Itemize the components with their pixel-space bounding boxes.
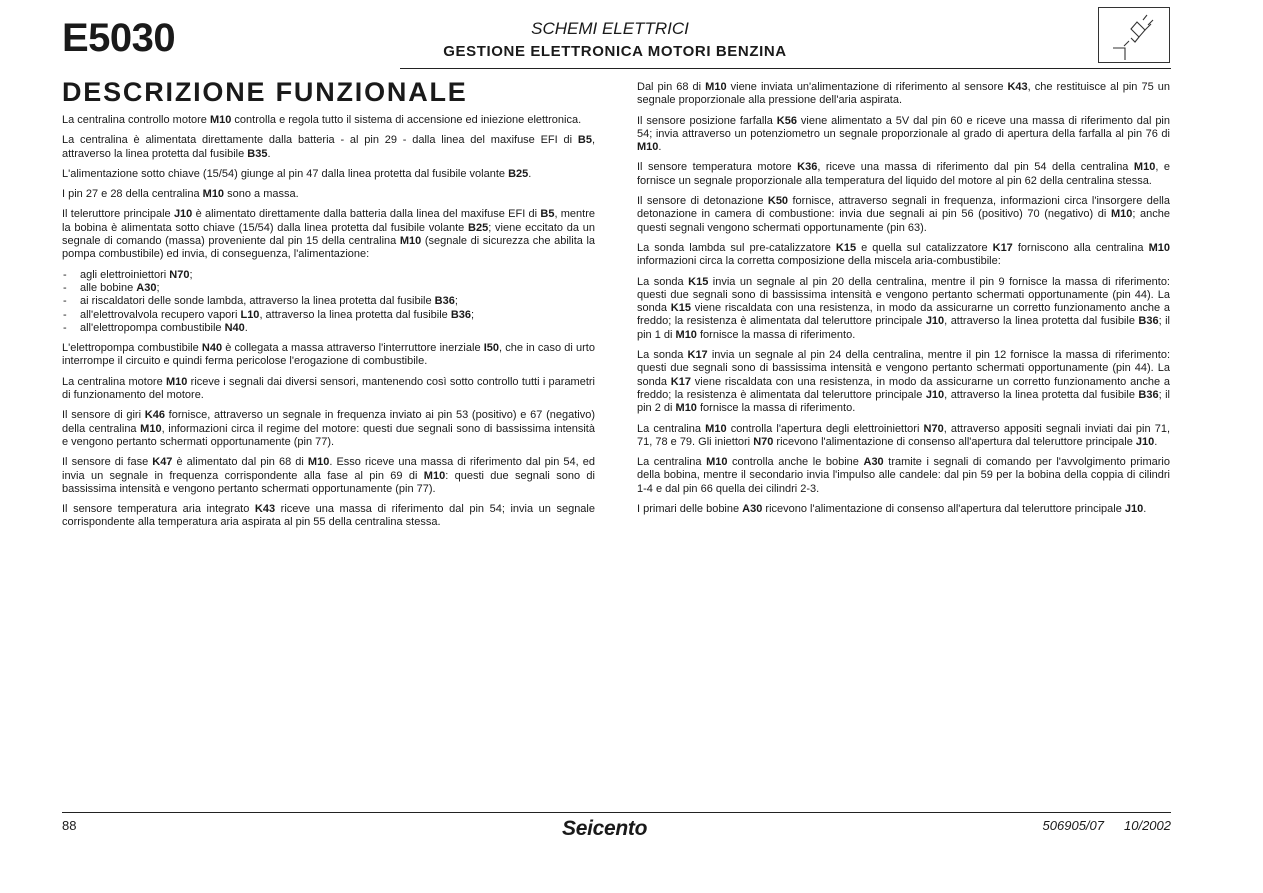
text-run: . (1143, 503, 1147, 516)
component-ref: M10 (705, 81, 727, 93)
text-run: invia un segnale al pin 24 della centralina, mentre il pin 12 fornisce la massa di riferimento: questi due segnali sono di bassissima intensità e vengono pertanto schermati opportunamente (pin 44). La sonda (637, 349, 1171, 388)
page-number: 88 (62, 818, 77, 833)
component-ref: M10 (166, 375, 188, 388)
right-text-column (637, 81, 1170, 523)
component-ref: M10 (706, 456, 728, 469)
text-run: Dal pin 68 di (637, 81, 706, 93)
component-ref: A30 (742, 503, 763, 516)
text-run: La centralina (637, 422, 706, 435)
text-run: , e fornisce un segnale proporzionale alla temperatura del liquido del motore al pin 62 della centralina stessa. (637, 161, 1170, 187)
text-run: ; viene eccitato da un segnale di comando (massa) proveniente dal pin 15 della centralina (62, 221, 595, 248)
list-item (62, 322, 595, 335)
text-run: informazioni circa la corretta composizione della miscela aria-combustibile: (637, 255, 1001, 268)
text-run: fornisce, attraverso segnali in frequenza, informazioni circa l'insorgere della detonazione in camera di combustione: invia due segnali ai pin 56 (positivo) 70 (negativo) di (637, 195, 1170, 221)
text-run: invia un segnale al pin 20 della centralina, mentre il pin 9 fornisce la massa di riferimento: questi due segnali sono di bassissima intensità e vengono pertanto schermati opportunamente (pin 44). La sonda (637, 275, 1170, 315)
document-reference (1000, 819, 1171, 832)
text-run: , attraverso la linea protetta dal fusibile (944, 315, 1139, 328)
component-ref: N40 (224, 321, 245, 334)
text-run: La centralina controllo motore (62, 114, 210, 126)
paragraph (62, 114, 595, 127)
text-run: (segnale di sicurezza che abilita la pompa combustibile) ed invia, di conseguenza, l'alimentazione: (62, 235, 596, 261)
text-run: fornisce la massa di riferimento. (696, 402, 856, 415)
paragraph (62, 134, 595, 161)
text-run: La sonda lambda sul pre-catalizzatore (637, 241, 836, 254)
list-item (62, 309, 595, 322)
paragraph (637, 195, 1170, 235)
text-run: viene inviata un'alimentazione di riferimento al sensore (726, 81, 1008, 93)
document-code: E5030 (62, 16, 176, 60)
header-rule (400, 68, 1171, 69)
text-run: ; il pin 1 di (637, 315, 1170, 341)
text-run: ; anche questi segnali vengono schermati opportunamente (pin 63). (637, 208, 1170, 234)
text-run: L'alimentazione sotto chiave (15/54) giunge al pin 47 dalla linea protetta dal fusibile volante (62, 167, 509, 180)
text-run: Il sensore temperatura aria integrato (62, 503, 255, 516)
component-ref: K43 (254, 503, 276, 516)
component-ref: M10 (209, 114, 232, 126)
text-run: è alimentato direttamente dalla batteria dalla linea del maxifuse EFI di (192, 208, 541, 221)
paragraph (62, 503, 595, 530)
electrical-plug-icon (1099, 8, 1169, 62)
header-title: SCHEMI ELETTRICI (531, 19, 689, 38)
component-ref: N70 (169, 268, 190, 281)
text-run: e quella sul catalizzatore (856, 241, 993, 254)
text-run: , che in caso di urto interrompe il circuito e quindi ferma pericolose l'erogazione di combustibile. (62, 342, 595, 368)
text-run: . (658, 141, 662, 154)
component-ref: B5 (540, 208, 555, 221)
text-run: . Esso riceve una massa di riferimento dal pin 54, ed invia un segnale in frequenza corrispondente alla fase al pin 69 di (62, 456, 595, 482)
component-ref: N70 (753, 435, 774, 448)
component-ref: K15 (688, 275, 709, 288)
component-ref: J10 (1124, 503, 1144, 516)
component-ref: M10 (1133, 161, 1156, 174)
text-run: L'elettropompa combustibile (62, 342, 202, 355)
component-ref: K17 (992, 241, 1013, 254)
text-run: Il sensore posizione farfalla (637, 114, 777, 127)
text-run: Il sensore di fase (62, 456, 153, 469)
paragraph (637, 242, 1170, 269)
paragraph (62, 208, 595, 261)
text-run: ; (189, 268, 193, 281)
component-ref: K56 (776, 114, 797, 127)
text-run: Il sensore di giri (62, 409, 145, 422)
text-run: La sonda (637, 275, 689, 288)
list-item (62, 295, 595, 308)
component-ref: A30 (863, 456, 884, 469)
text-run: , informazioni circa il regime del motore: questi due segnali sono di bassissima intensità e vengono pertanto schermati opportunamente (pin 77). (62, 422, 595, 448)
component-ref: M10 (637, 141, 659, 154)
text-run: viene riscaldata con una resistenza, in modo da assicurarne un corretto funzionamento anche a freddo; la resistenza è alimentata dal teleruttore principale (637, 302, 1171, 328)
component-ref: K17 (687, 349, 708, 362)
text-run: agli elettroiniettori (80, 268, 170, 281)
paragraph (637, 349, 1170, 415)
text-run: ; (156, 281, 160, 294)
text-run: riceve i segnali dai diversi sensori, mantenendo così sotto controllo tutti i parametri di funzionamento del motore. (62, 375, 595, 402)
component-ref: K36 (797, 161, 818, 174)
text-run: La sonda (637, 349, 688, 362)
paragraph (637, 456, 1170, 496)
component-ref: M10 (675, 402, 697, 415)
paragraph (62, 456, 595, 496)
component-ref: B5 (577, 134, 592, 147)
text-run: Il teleruttore principale (62, 208, 174, 221)
component-ref: K15 (670, 302, 691, 315)
text-run: , attraverso la linea protetta dal fusibile (62, 134, 595, 160)
text-run: ricevono l'alimentazione di consenso all'apertura dal teleruttore principale (762, 503, 1125, 516)
text-run: La centralina motore (62, 375, 166, 388)
text-run: controlla anche le bobine (727, 456, 864, 469)
paragraph (62, 168, 595, 181)
component-ref: M10 (675, 328, 697, 341)
section-title: DESCRIZIONE FUNZIONALE (62, 77, 468, 107)
text-run: sono a massa. (224, 188, 299, 201)
component-ref: A30 (136, 281, 157, 294)
component-ref: M10 (423, 469, 446, 482)
component-ref: M10 (399, 235, 422, 248)
doc-date: 10/2002 (1124, 818, 1171, 833)
footer-rule (62, 812, 1171, 813)
paragraph (637, 81, 1170, 108)
text-run: viene riscaldata con una resistenza, in modo da assicurarne un corretto funzionamento anche a freddo; la resistenza è alimentata dal teleruttore principale (637, 375, 1171, 401)
component-ref: L10 (240, 308, 260, 321)
list-item (62, 282, 595, 295)
text-run: Il sensore temperatura motore (637, 161, 798, 174)
text-run: riceve una massa di riferimento dal pin 54; invia un segnale corrispondente alla temperatura aria aspirata al pin 55 della centralina stessa. (62, 503, 595, 529)
text-run: , attraverso la linea protetta dal fusibile (259, 308, 451, 321)
bullet-list (62, 269, 595, 335)
text-run: , attraverso la linea protetta dal fusibile (944, 388, 1139, 401)
component-ref: B36 (450, 308, 472, 321)
header-subtitle: GESTIONE ELETTRONICA MOTORI BENZINA (443, 43, 787, 60)
component-ref: K50 (767, 195, 789, 208)
paragraph (637, 276, 1170, 342)
text-run: è alimentato dal pin 68 di (172, 456, 308, 469)
left-text-column (62, 114, 595, 537)
component-ref: K17 (670, 375, 691, 388)
section-logo (1098, 7, 1170, 63)
text-run: , riceve una massa di riferimento dal pin 54 della centralina (817, 161, 1134, 174)
component-ref: J10 (925, 388, 945, 401)
text-run: La centralina è alimentata direttamente dalla batteria - al pin 29 - dalla linea del maxifuse EFI di (62, 134, 578, 147)
text-run: forniscono alla centralina (1012, 241, 1149, 254)
component-ref: K47 (152, 456, 173, 469)
text-run: fornisce la massa di riferimento. (696, 328, 856, 341)
text-run: alle bobine (80, 281, 137, 294)
paragraph (62, 188, 595, 201)
component-ref: I50 (483, 342, 500, 355)
text-run: è collegata a massa attraverso l'interruttore inerziale (222, 342, 484, 355)
text-run: ; (454, 295, 458, 308)
component-ref: B35 (247, 147, 268, 160)
component-ref: K46 (144, 409, 165, 422)
component-ref: M10 (202, 188, 225, 201)
component-ref: B36 (434, 295, 455, 308)
component-ref: M10 (1148, 241, 1170, 254)
paragraph (637, 503, 1170, 516)
text-run: . (244, 321, 248, 334)
component-ref: B36 (1138, 388, 1159, 401)
component-ref: B36 (1138, 315, 1159, 328)
text-run: : questi due segnali sono di bassissima intensità e vengono pertanto schermati opportunamente (pin 77). (62, 469, 595, 495)
component-ref: M10 (307, 456, 330, 469)
text-run: I pin 27 e 28 della centralina (62, 188, 203, 201)
text-run: fornisce, attraverso un segnale in frequenza inviato ai pin 53 (positivo) e 67 (negativo) della centralina (62, 409, 595, 435)
text-run: La centralina (637, 456, 707, 469)
paragraph (62, 342, 595, 369)
text-run: ricevono l'alimentazione di consenso all'apertura dal teleruttore principale (773, 435, 1136, 448)
text-run: Il sensore di detonazione (637, 195, 768, 208)
text-run: ; (471, 308, 475, 321)
text-run: viene alimentato a 5V dal pin 60 e riceve una massa di riferimento dal pin 54; invia attraverso un potenziometro un segnale proporzionale al grado di apertura della farfalla al pin 76 di (637, 114, 1170, 140)
component-ref: N70 (923, 422, 944, 435)
doc-code: 506905/07 (1042, 818, 1104, 833)
paragraph (637, 115, 1170, 155)
component-ref: N40 (201, 342, 223, 355)
text-run: all'elettropompa combustibile (80, 321, 225, 334)
paragraph (637, 161, 1170, 188)
component-ref: M10 (140, 422, 162, 435)
text-run: I primari delle bobine (637, 503, 743, 516)
component-ref: J10 (1135, 435, 1155, 448)
text-run: tramite i segnali di comando per l'avvolgimento primario della bobina, mentre il secondario invia l'impulso alle candele: dal pin 59 per la bobina della coppia di cilindri 1-4 e dal pin 66 quella dei cilindri 2-3. (637, 456, 1170, 495)
text-run: , che restituisce al pin 75 un segnale proporzionale alla pressione dell'aria aspirata. (637, 81, 1170, 107)
component-ref: B25 (508, 167, 529, 180)
component-ref: K15 (835, 241, 857, 254)
brand-name: Seicento (562, 817, 648, 840)
text-run: , mentre la bobina è alimentata sotto chiave (15/54) dalla linea protetta dal fusibile volante (62, 208, 596, 234)
text-run: ai riscaldatori delle sonde lambda, attraverso la linea protetta dal fusibile (80, 295, 435, 308)
component-ref: M10 (1110, 208, 1133, 221)
component-ref: B25 (468, 221, 489, 234)
component-ref: J10 (173, 208, 193, 221)
text-run: controlla l'apertura degli elettroiniettori (726, 422, 924, 435)
text-run: controlla e regola tutto il sistema di accensione ed iniezione elettronica. (231, 114, 582, 126)
paragraph (62, 409, 595, 449)
text-run: all'elettrovalvola recupero vapori (80, 308, 241, 321)
component-ref: J10 (925, 315, 945, 328)
text-run: . (1154, 435, 1158, 448)
component-ref: K43 (1007, 81, 1028, 93)
text-run: . (267, 147, 271, 160)
paragraph (62, 376, 595, 403)
text-run: . (528, 167, 532, 180)
text-run: ; il pin 2 di (637, 388, 1170, 415)
component-ref: M10 (705, 422, 727, 435)
list-item (62, 269, 595, 282)
paragraph (637, 423, 1170, 450)
text-run: , attraverso appositi segnali inviati dai pin 71, 71, 78 e 79. Gli iniettori (637, 422, 1171, 448)
